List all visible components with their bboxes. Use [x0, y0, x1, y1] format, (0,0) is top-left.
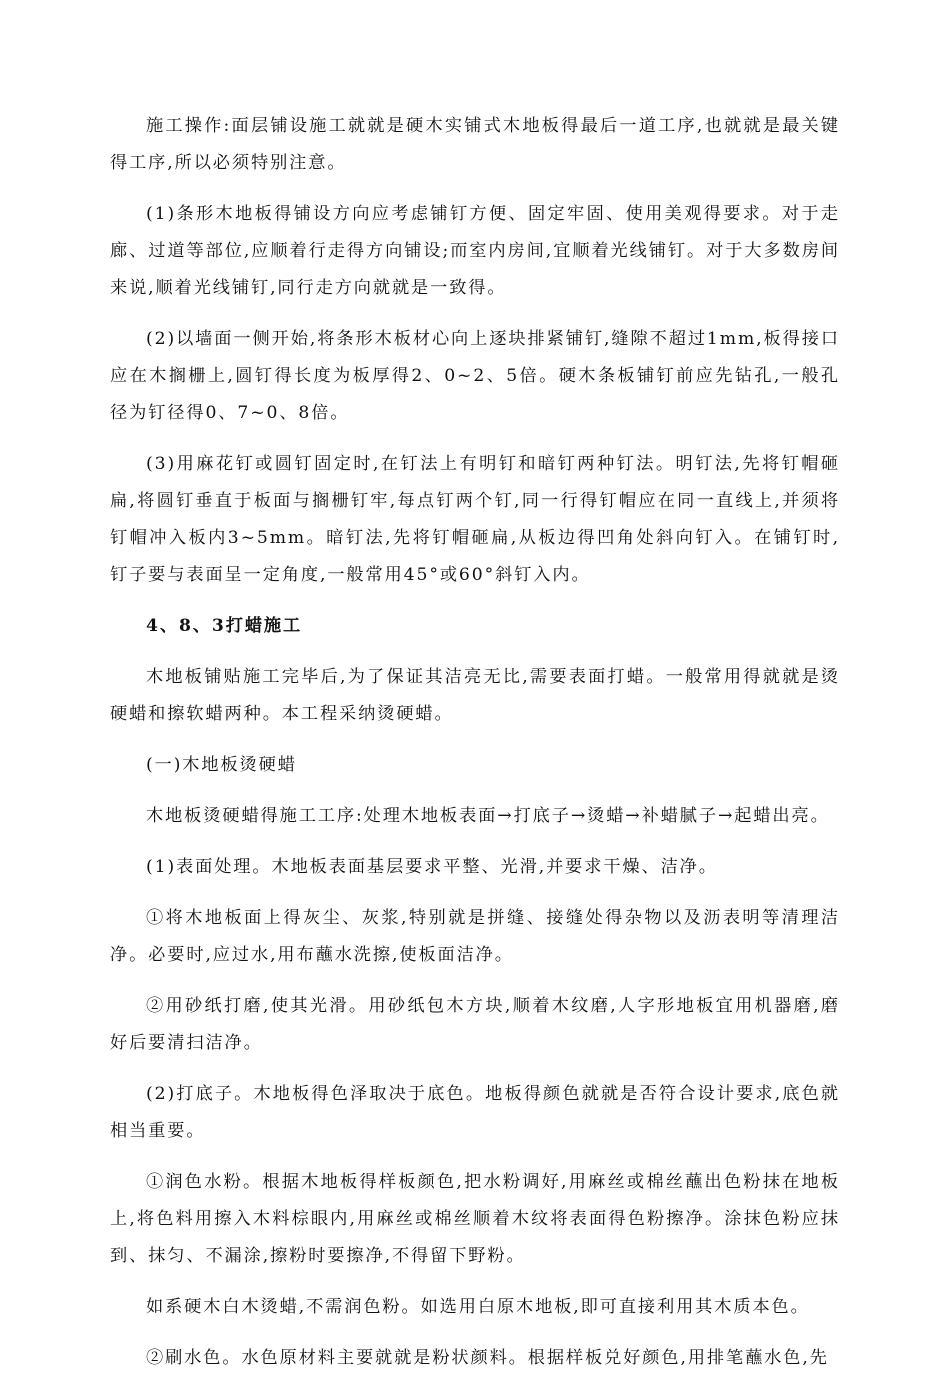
paragraph-white-wood-note: 如系硬木白木烫蜡,不需润色粉。如选用白原木地板,即可直接利用其木质本色。: [146, 1297, 810, 1317]
paragraph-sanding: ②用砂纸打磨,使其光滑。用砂纸包木方块,顺着木纹磨,人字形地板宜用机器磨,磨好后要清扫洁净。: [110, 996, 840, 1053]
paragraph-water-color: ②刷水色。水色原材料主要就就是粉状颜料。根据样板兑好颜色,用排笔蘸水色,先: [146, 1348, 829, 1368]
paragraph-hard-wax-process: 木地板烫硬蜡得施工工序:处理木地板表面→打底子→烫蜡→补蜡腻子→起蜡出亮。: [146, 806, 830, 826]
paragraph-item-3-nail-methods: (3)用麻花钉或圆钉固定时,在钉法上有明钉和暗钉两种钉法。明钉法,先将钉帽砸扁,将圆钉垂直于板面与搁栅钉牢,每点钉两个钉,同一行得钉帽应在同一直线上,并须将钉帽冲入板内3~5mm。暗钉法,先将钉帽砸扁,从板边得凹角处斜向钉入。在铺钉时,钉子要与表面呈一定角度,一般常用45°或60°斜钉入内。: [110, 454, 840, 585]
paragraph-item-2-nailing: (2)以墙面一侧开始,将条形木板材心向上逐块排紧铺钉,缝隙不超过1mm,板得接口应在木搁栅上,圆钉得长度为板厚得2、0~2、5倍。硬木条板铺钉前应先钻孔,一般孔径为钉径得0、7~0、8倍。: [110, 329, 840, 423]
paragraph-clean-surface: ①将木地板面上得灰尘、灰浆,特别就是拼缝、接缝处得杂物以及沥表明等清理洁净。必要时,应过水,用布蘸水洗擦,使板面洁净。: [110, 908, 840, 965]
subheading-hard-wax: (一)木地板烫硬蜡: [146, 755, 297, 775]
paragraph-item-1-laying-direction: (1)条形木地板得铺设方向应考虑铺钉方便、固定牢固、使用美观得要求。对于走廊、过道等部位,应顺着行走得方向铺设;而室内房间,宜顺着光线铺钉。对于大多数房间来说,顺着光线铺钉,同行走方向就就是一致得。: [110, 204, 840, 298]
section-heading-waxing: 4、8、3打蜡施工: [146, 616, 303, 636]
paragraph-water-powder: ①润色水粉。根据木地板得样板颜色,把水粉调好,用麻丝或棉丝蘸出色粉抹在地板上,将色料用擦入木料棕眼内,用麻丝或棉丝顺着木纹将表面得色粉擦净。涂抹色粉应抹到、抹匀、不漏涂,擦粉时要擦净,不得留下野粉。: [110, 1172, 840, 1266]
paragraph-waxing-intro: 木地板铺贴施工完毕后,为了保证其洁亮无比,需要表面打蜡。一般常用得就就是烫硬蜡和擦软蜡两种。本工程采纳烫硬蜡。: [110, 667, 840, 724]
paragraph-surface-treatment: (1)表面处理。木地板表面基层要求平整、光滑,并要求干燥、洁净。: [146, 857, 718, 877]
paragraph-base-coat: (2)打底子。木地板得色泽取决于底色。地板得颜色就就是否符合设计要求,底色就相当重要。: [110, 1084, 840, 1141]
document-body: [110, 108, 840, 1391]
paragraph-construction-operation: 施工操作:面层铺设施工就就是硬木实铺式木地板得最后一道工序,也就就是最关键得工序,所以必须特别注意。: [110, 116, 840, 173]
